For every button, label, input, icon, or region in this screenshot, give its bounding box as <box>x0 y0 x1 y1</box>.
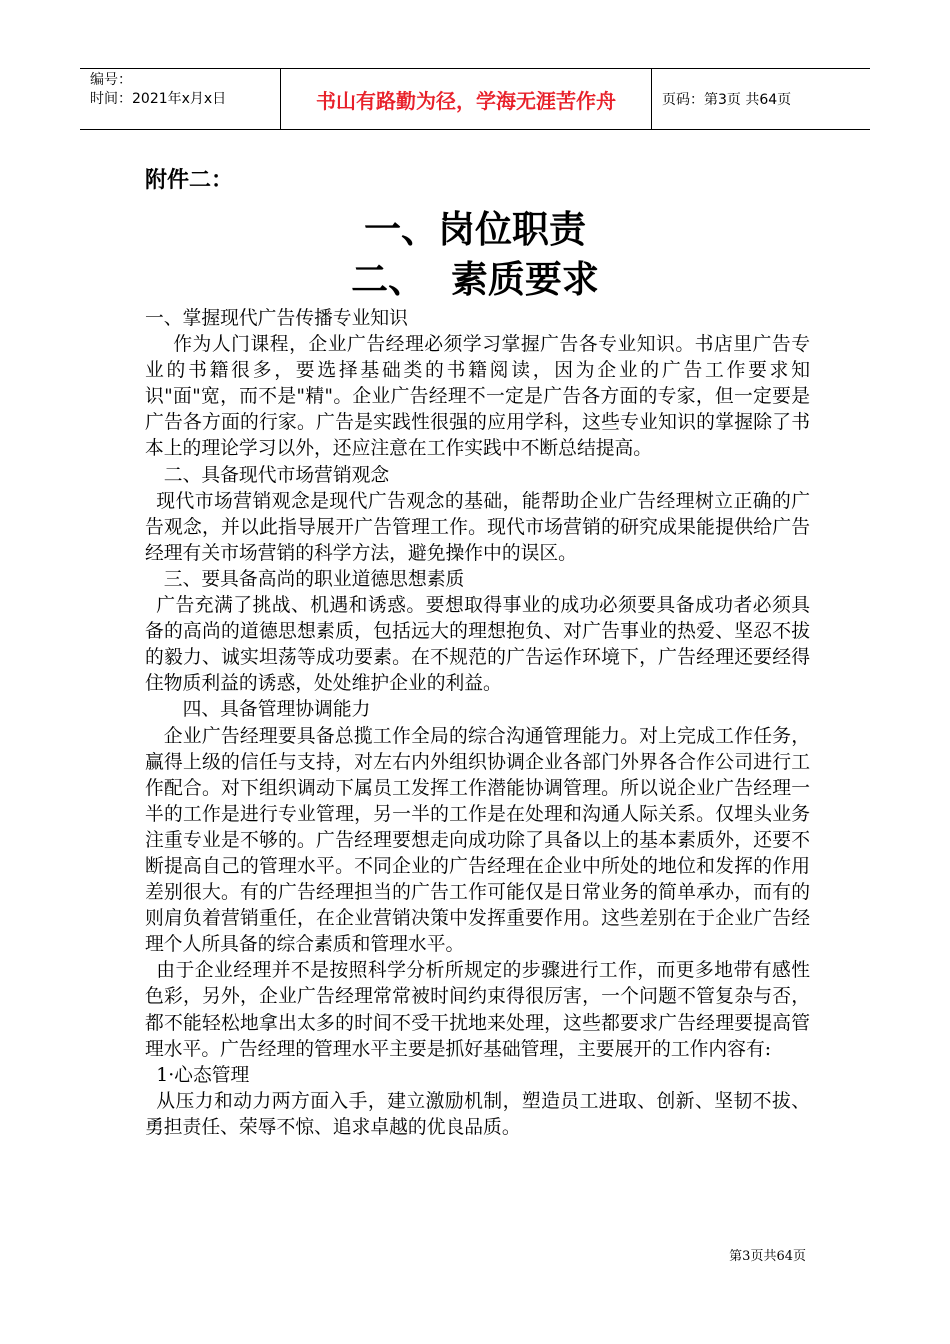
paragraph-5: 由于企业经理并不是按照科学分析所规定的步骤进行工作，而更多地带有感性色彩，另外，企业广告经理常常被时间约束得很厉害，一个问题不管复杂与否，都不能轻松地拿出太多的时间不受干扰地来处理，这些都要求广告经理要提高管理水平。广告经理的管理水平主要是抓好基础管理，主要展开的工作内容有: <box>145 960 810 1060</box>
title-duties: 一、岗位职责 <box>364 208 586 251</box>
header-motto: 书山有路勤为径，学海无涯苦作舟 <box>280 69 652 129</box>
paragraph-2: 现代市场营销观念是现代广告观念的基础，能帮助企业广告经理树立正确的广告观念，并以此指导展开广告管理工作。现代市场营销的研究成果能提供给广告经理有关市场营销的科学方法，避免操作中的误区。 <box>145 490 810 564</box>
attachment-label: 附件二： <box>145 168 234 193</box>
section-heading-1: 一、掌握现代广告传播专业知识 <box>145 308 408 329</box>
header-number: 编号： <box>90 72 132 88</box>
subsection-heading-1: 1·心态管理 <box>156 1064 250 1086</box>
title-qualities: 二、 素质要求 <box>351 258 599 301</box>
paragraph-4: 企业广告经理要具备总揽工作全局的综合沟通管理能力。对上完成工作任务，赢得上级的信任与支持，对左右内外组织协调企业各部门外界各合作公司进行工作配合。对下组织调动下属员工发挥工作潜能协调管理。所以说企业广告经理一半的工作是进行专业管理，另一半的工作是在处理和沟通人际关系。仅埋头业务注重专业是不够的。广告经理要想走向成功除了具备以上的基本素质外，还要不断提高自己的管理水平。不同企业的广告经理在企业中所处的地位和发挥的作用差别很大。有的广告经理担当的广告工作可能仅是日常业务的简单承办，而有的则肩负着营销重任，在企业营销决策中发挥重要作用。这些差别在于企业广告经理个人所具备的综合素质和管理水平。 <box>145 725 810 956</box>
section-heading-2: 二、具备现代市场营销观念 <box>163 464 390 486</box>
section-heading-4: 四、具备管理协调能力 <box>182 699 371 721</box>
paragraph-6: 从压力和动力两方面入手，建立激励机制，塑造员工进取、创新、坚韧不拔、勇担责任、荣辱不惊、追求卓越的优良品质。 <box>145 1090 810 1138</box>
paragraph-1: 作为人门课程，企业广告经理必须学习掌握广告各专业知识。书店里广告专业的书籍很多，要选择基础类的书籍阅读，因为企业的广告工作要求知识"面"宽，而不是"精"。企业广告经理不一定是广告各方面的专家，但一定要是广告各方面的行家。广告是实践性很强的应用学科，这些专业知识的掌握除了书本上的理论学习以外，还应注意在工作实践中不断总结提高。 <box>145 334 810 460</box>
page-footer: 第3页共64页 <box>729 1249 806 1264</box>
section-heading-3: 三、要具备高尚的职业道德思想素质 <box>163 568 465 590</box>
header-meta <box>80 69 280 129</box>
header-page-info: 页码：第3页 共64页 <box>662 92 792 108</box>
page-header <box>80 68 870 130</box>
document-body <box>145 306 810 1141</box>
header-time: 时间：2021年x月x日 <box>90 91 227 107</box>
paragraph-3: 广告充满了挑战、机遇和诱惑。要想取得事业的成功必须要具备成功者必须具备的高尚的道德思想素质，包括远大的理想抱负、对广告事业的热爱、坚忍不拔的毅力、诚实坦荡等成功要素。在不规范的广告运作环境下，广告经理还要经得住物质利益的诱惑，处处维护企业的利益。 <box>145 595 810 695</box>
